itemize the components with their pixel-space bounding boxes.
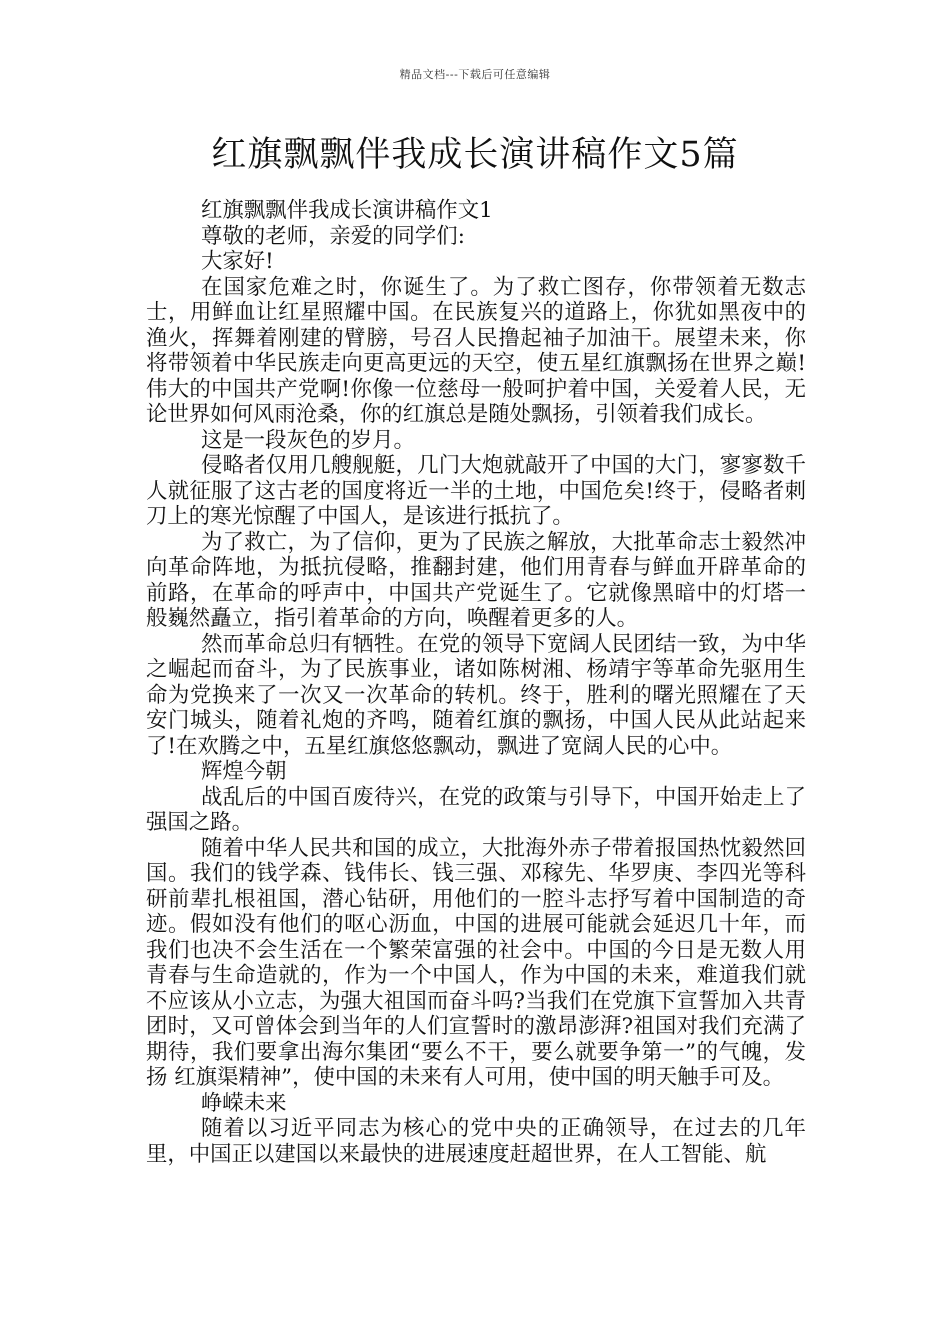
document-body xyxy=(146,198,806,1167)
section-heading: 辉煌今朝 xyxy=(201,759,287,784)
subtitle-paragraph: 红旗飘飘伴我成长演讲稿作文1 xyxy=(201,198,493,223)
body-paragraph: 随着中华人民共和国的成立，大批海外赤子带着报国热忱毅然回国。我们的钱学森、钱伟长、钱三强、邓稼先、华罗庚、李四光等科研前辈扎根祖国，潜心钻研，用他们的一腔斗志抒写着中国制造的奇迹。假如没有他们的呕心沥血，中国的进展可能就会延迟几十年，而我们也决不会生活在一个繁荣富强的社会中。中国的今日是无数人用青春与生命造就的，作为一个中国人，作为中国的未来，难道我们就不应该从小立志，为强大祖国而奋斗吗?当我们在党旗下宣誓加入共青团时，又可曾体会到当年的人们宣誓时的激昂澎湃?祖国对我们充满了期待，我们要拿出海尔集团“要么不干，要么就要争第一”的气魄，发扬 红旗渠精神”，使中国的未来有人可用，使中国的明天触手可及。 xyxy=(146,835,806,1090)
body-paragraph: 战乱后的中国百废待兴，在党的政策与引导下，中国开始走上了强国之路。 xyxy=(146,784,806,835)
document-title: 红旗飘飘伴我成长演讲稿作文5篇 xyxy=(211,135,739,175)
salutation-paragraph: 尊敬的老师，亲爱的同学们: xyxy=(201,223,465,249)
body-paragraph: 为了救亡，为了信仰，更为了民族之解放，大批革命志士毅然冲向革命阵地，为抵抗侵略，推翻封建，他们用青春与鲜血开辟革命的前路，在革命的呼声中，中国共产党诞生了。它就像黑暗中的灯塔一般巍然矗立，指引着革命的方向，唤醒着更多的人。 xyxy=(146,529,806,631)
greeting-paragraph: 大家好! xyxy=(201,249,274,274)
body-paragraph: 侵略者仅用几艘舰艇，几门大炮就敲开了中国的大门，寥寥数千人就征服了这古老的国度将近一半的土地，中国危矣!终于，侵略者刺刀上的寒光惊醒了中国人，是该进行抵抗了。 xyxy=(146,453,806,529)
header-note: 精品文档---下载后可任意编辑 xyxy=(399,68,551,81)
body-paragraph: 随着以习近平同志为核心的党中央的正确领导，在过去的几年里，中国正以建国以来最快的进展速度赶超世界，在人工智能、航 xyxy=(146,1116,806,1167)
section-heading: 峥嵘未来 xyxy=(201,1090,287,1116)
body-paragraph: 然而革命总归有牺牲。在党的领导下宽阔人民团结一致，为中华之崛起而奋斗，为了民族事业，诸如陈树湘、杨靖宇等革命先驱用生命为党换来了一次又一次革命的转机。终于，胜利的曙光照耀在了天安门城头，随着礼炮的齐鸣，随着红旗的飘扬，中国人民从此站起来了!在欢腾之中，五星红旗悠悠飘动，飘进了宽阔人民的心中。 xyxy=(146,631,806,759)
body-paragraph: 这是一段灰色的岁月。 xyxy=(201,427,415,453)
body-paragraph: 在国家危难之时，你诞生了。为了救亡图存，你带领着无数志士，用鲜血让红星照耀中国。在民族复兴的道路上，你犹如黑夜中的渔火，挥舞着刚建的臂膀，号召人民撸起袖子加油干。展望未来，你将带领着中华民族走向更高更远的天空，使五星红旗飘扬在世界之巅!伟大的中国共产党啊!你像一位慈母一般呵护着中国，关爱着人民，无论世界如何风雨沧桑，你的红旗总是随处飘扬，引领着我们成长。 xyxy=(146,274,806,427)
